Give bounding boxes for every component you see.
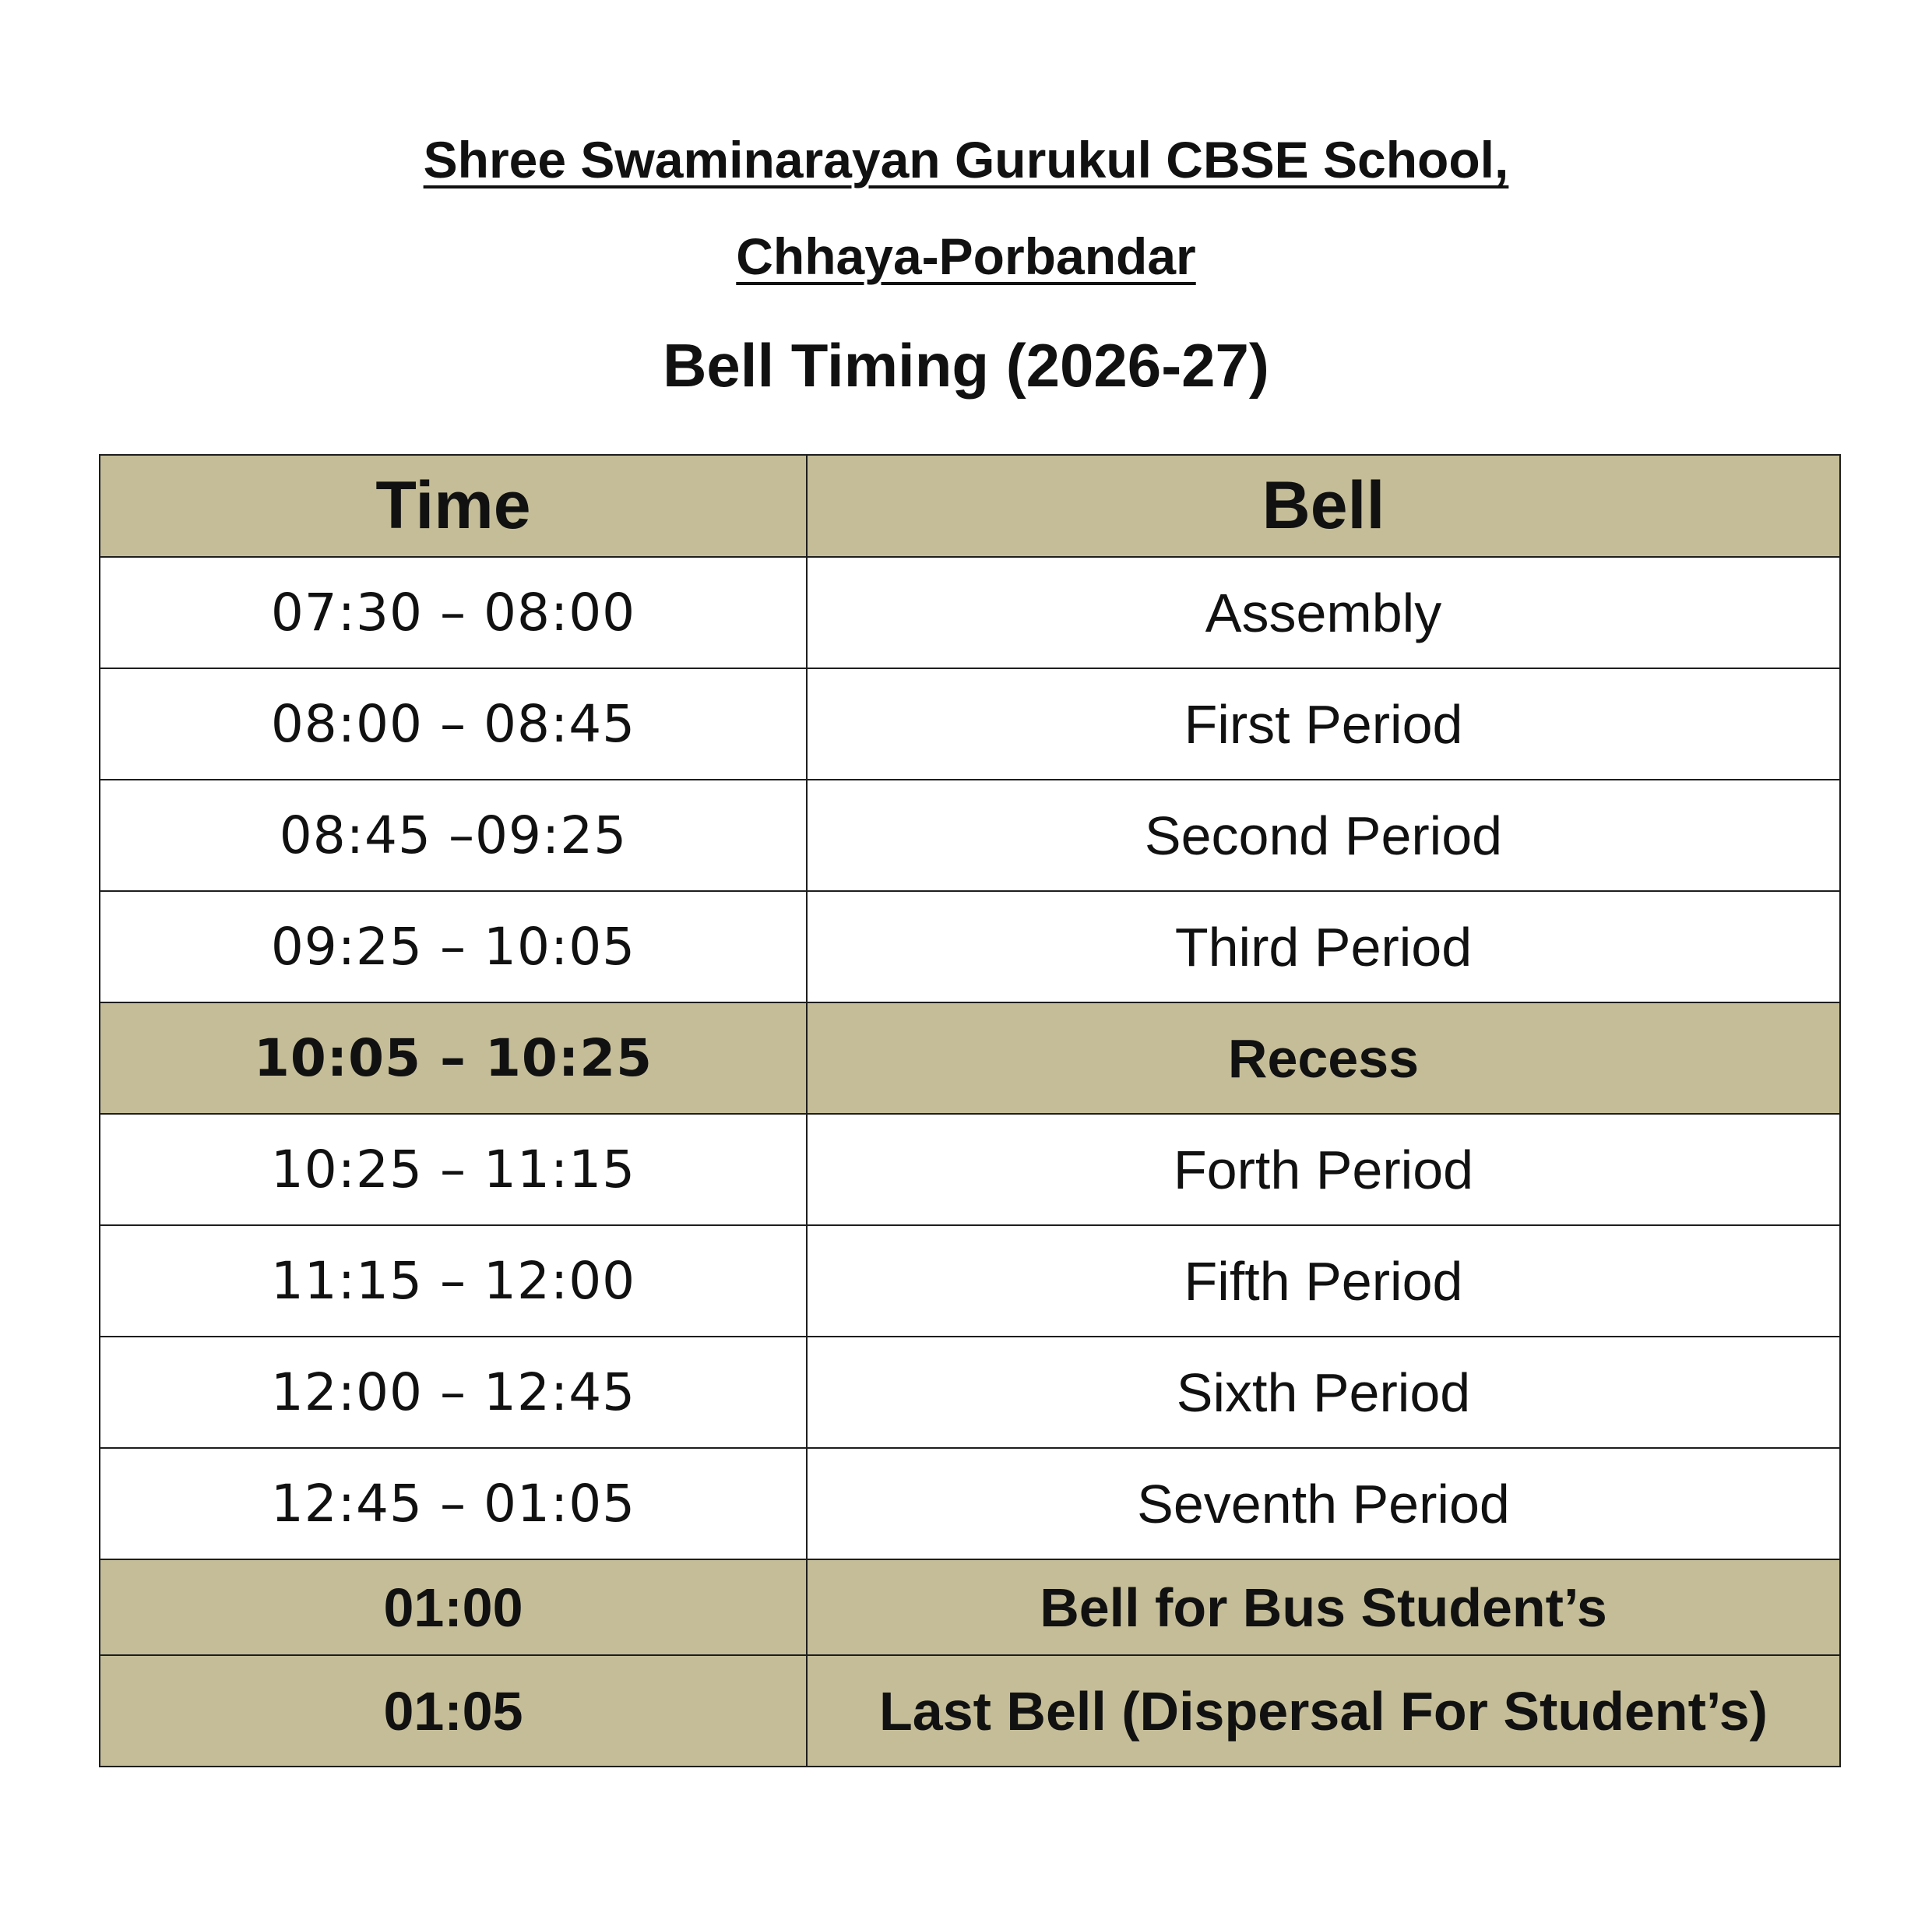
bell-cell: Bell for Bus Student’s <box>807 1559 1840 1655</box>
time-cell: 09:25 – 10:05 <box>100 891 807 1002</box>
table-row <box>100 891 1840 1002</box>
time-cell: 07:30 – 08:00 <box>100 557 807 668</box>
bell-cell: Recess <box>807 1002 1840 1114</box>
table-row <box>100 780 1840 891</box>
table-row-recess <box>100 1002 1840 1114</box>
school-name-heading <box>0 131 1932 188</box>
table-row <box>100 557 1840 668</box>
bell-cell: Forth Period <box>807 1114 1840 1225</box>
table-row <box>100 1225 1840 1337</box>
school-location-heading <box>0 227 1932 285</box>
bell-cell: Sixth Period <box>807 1337 1840 1448</box>
time-cell: 08:45 –09:25 <box>100 780 807 891</box>
document-title: Bell Timing (2026-27) <box>663 331 1269 400</box>
time-cell: 01:00 <box>100 1559 807 1655</box>
time-cell: 10:25 – 11:15 <box>100 1114 807 1225</box>
table-header-row <box>100 455 1840 557</box>
table-row <box>100 668 1840 780</box>
table-row <box>100 1114 1840 1225</box>
time-cell: 10:05 – 10:25 <box>100 1002 807 1114</box>
table-row-last-bell <box>100 1655 1840 1767</box>
bell-cell: Seventh Period <box>807 1448 1840 1559</box>
bell-cell: Third Period <box>807 891 1840 1002</box>
bell-timing-table <box>99 454 1841 1767</box>
table-row <box>100 1337 1840 1448</box>
table-row-bus-bell <box>100 1559 1840 1655</box>
time-cell: 08:00 – 08:45 <box>100 668 807 780</box>
time-cell: 01:05 <box>100 1655 807 1767</box>
bell-cell: First Period <box>807 668 1840 780</box>
bell-cell: Second Period <box>807 780 1840 891</box>
bell-cell: Fifth Period <box>807 1225 1840 1337</box>
bell-cell: Assembly <box>807 557 1840 668</box>
column-header-bell: Bell <box>807 455 1840 557</box>
time-cell: 12:45 – 01:05 <box>100 1448 807 1559</box>
school-location: Chhaya-Porbandar <box>736 227 1196 285</box>
table-row <box>100 1448 1840 1559</box>
school-name: Shree Swaminarayan Gurukul CBSE School, <box>423 131 1509 188</box>
bell-cell: Last Bell (Dispersal For Student’s) <box>807 1655 1840 1767</box>
column-header-time: Time <box>100 455 807 557</box>
time-cell: 12:00 – 12:45 <box>100 1337 807 1448</box>
time-cell: 11:15 – 12:00 <box>100 1225 807 1337</box>
